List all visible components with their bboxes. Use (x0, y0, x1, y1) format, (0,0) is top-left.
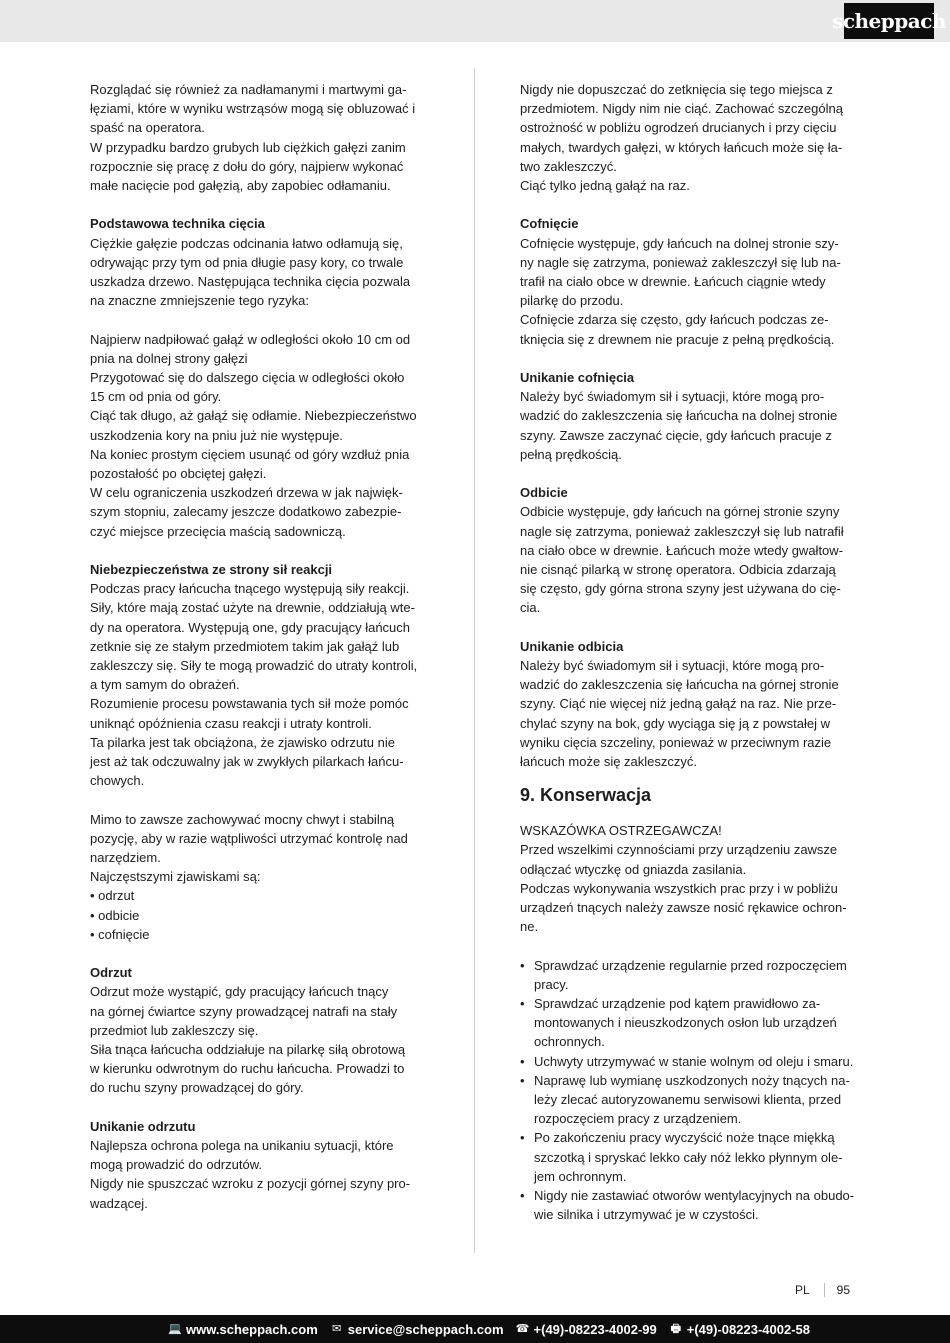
text-line: nie cisnąć pilarką w stronę operatora. Odbicia zdarzają (520, 562, 836, 578)
text-line: Rozglądać się również za nadłamanymi i martwymi ga- (90, 82, 407, 97)
text-line: ny nagle się zatrzyma, ponieważ zakleszczył się lub na- (520, 254, 841, 270)
text-line: odłączać wtyczkę od gniazda zasilania. (520, 861, 747, 877)
text-line: Rozumienie procesu powstawania tych sił może pomóc (90, 696, 409, 712)
right-column (520, 80, 860, 1225)
text-line: two zakleszczyć. (520, 158, 617, 174)
text-line: Przygotować się do dalszego cięcia w odległości około (90, 370, 405, 386)
text-line: wadzącej. (90, 1195, 148, 1211)
text-line: szym stopniu, zalecamy jeszcze dodatkowo zabezpie- (90, 504, 402, 520)
list-item (520, 1186, 860, 1224)
text-line: Odrzut może wystąpić, gdy pracujący łańcuch tnący (90, 984, 389, 1000)
text-line: przedmiot lub zakleszczy się. (90, 1022, 259, 1038)
text-line: Na koniec prostym cięciem usunąć od góry wzdłuż pnia (90, 446, 410, 462)
text-line: rozpocznie się pracę z dołu do góry, najpierw wykonać (90, 158, 404, 174)
text-line: Cofnięcie zdarza się często, gdy łańcuch podczas ze- (520, 312, 829, 328)
reaction-forces-paragraph (90, 579, 430, 790)
left-column (90, 80, 430, 1213)
text-line: zakleszczy się. Siły te mogą prowadzić do utraty kontroli, (90, 658, 418, 674)
text-line: w kierunku odwrotnym do ruchu łańcucha. Prowadzi to (90, 1061, 405, 1077)
list-item (520, 1052, 860, 1071)
text-line: spaść na operatora. (90, 120, 205, 136)
mail-icon: ✉ (332, 1323, 342, 1335)
website-item[interactable] (168, 1322, 318, 1337)
text-line: • odrzut (90, 888, 135, 904)
page-number-block (795, 1283, 850, 1297)
text-line: przedmiotem. Nigdy nim nie ciąć. Zachować szczególną (520, 101, 843, 117)
text-line: pełną prędkością. (520, 446, 622, 462)
column-divider (474, 68, 475, 1253)
text-line: Najczęstszymi zjawiskami są: (90, 869, 261, 885)
text-line: ostrożność w pobliżu ogrodzeń drucianych i przy cięciu (520, 120, 837, 136)
section-heading-avoid-pushback: Unikanie odbicia (520, 638, 624, 654)
text-line: • Sprawdzać urządzenie regularnie przed rozpoczęciem (534, 957, 847, 973)
phone-number: +(49)-08223-4002-99 (533, 1321, 657, 1337)
text-line: ne. (520, 919, 539, 935)
phone-item (516, 1322, 657, 1337)
email-link[interactable]: service@scheppach.com (347, 1321, 504, 1337)
text-line: szczotką i spryskać lekko cały nóż lekko płynnym ole- (534, 1149, 843, 1165)
text-line: odrywając przy tym od pnia długie pasy kory, co trwale (90, 254, 404, 270)
text-line: wyniku cięcia szczeliny, ponieważ w przeciwnym razie (520, 734, 832, 750)
text-line: Siły, które mają zostać użyte na drewnie, oddziałują wte- (90, 600, 415, 616)
text-line: małe nacięcie pod gałęzią, aby zapobiec odłamaniu. (90, 178, 391, 194)
text-line: W celu ograniczenia uszkodzeń drzewa w jak najwięk- (90, 485, 403, 501)
text-line: małych, twardych gałęzi, w których łańcuch może się ła- (520, 139, 843, 155)
text-line: wie silnika i utrzymywać je w czystości. (534, 1207, 759, 1223)
text-line: Podczas pracy łańcucha tnącego występują siły reakcji. (90, 581, 410, 597)
section-title-maintenance: 9. Konserwacja (520, 785, 652, 806)
text-line: Ciąć tylko jedną gałąź na raz. (520, 178, 690, 194)
text-line: łęziami, które w wyniku wstrząsów mogą się obluzować i (90, 101, 416, 117)
text-line: • Po zakończeniu pracy wyczyścić noże tnące miękką (534, 1130, 835, 1146)
text-line: trafił na ciało obce w drewnie. Łańcuch ciągnie wtedy (520, 274, 826, 290)
intro-paragraph (90, 80, 430, 195)
text-line: Nigdy nie spuszczać wzroku z pozycji górnej szyny pro- (90, 1176, 411, 1192)
section-heading-pushback: Odbicie (520, 485, 568, 501)
text-line: Mimo to zawsze zachowywać mocny chwyt i stabilną (90, 811, 395, 827)
basic-cutting-paragraph (90, 234, 430, 311)
fax-item (669, 1322, 810, 1337)
language-code: PL (795, 1283, 825, 1297)
text-line: jest aż tak odczuwalny jak w zwykłych pilarkach łańcu- (90, 754, 404, 770)
text-line: łańcuch może się zakleszczyć. (520, 754, 698, 770)
text-line: pozostałość po obciętej gałęzi. (90, 466, 267, 482)
text-line: Nigdy nie dopuszczać do zetknięcia się tego miejsca z (520, 82, 833, 97)
text-line: a tym samym do obrażeń. (90, 677, 240, 693)
text-line: Siła tnąca łańcucha oddziałuje na pilarkę siłą obrotową (90, 1042, 406, 1058)
text-line: Podczas wykonywania wszystkich prac przy i w pobliżu (520, 880, 838, 896)
page-number: 95 (836, 1283, 850, 1297)
text-line: urządzeń tnących należy zawsze nosić rękawice ochron- (520, 900, 847, 916)
text-line: W przypadku bardzo grubych lub ciężkich gałęzi zanim (90, 139, 406, 155)
phone-icon: ☎ (515, 1323, 530, 1335)
text-line: pnia na dolnej strony gałęzi (90, 350, 248, 366)
fax-icon: 🖶 (670, 1323, 681, 1335)
text-line: uszkadza drzewo. Następująca technika cięcia pozwala (90, 274, 411, 290)
text-line: pozycję, aby w razie wątpliwości utrzymać kontrolę nad (90, 830, 408, 846)
phenomena-list (90, 886, 430, 944)
reaction-forces-grip-paragraph (90, 810, 430, 887)
text-line: • odbicie (90, 907, 140, 923)
text-line: Najpierw nadpiłować gałąź w odległości około 10 cm od (90, 331, 411, 347)
text-line: Należy być świadomym sił i sytuacji, które mogą pro- (520, 658, 825, 674)
section-heading-avoid-pullback: Unikanie cofnięcia (520, 370, 635, 386)
text-line: pilarkę do przodu. (520, 293, 624, 309)
text-line: narzędziem. (90, 850, 161, 866)
text-line: leży zlecać autoryzowanemu serwisowi klienta, przed (534, 1092, 842, 1108)
list-item (520, 956, 860, 994)
text-line: rozpoczęciem pracy z urządzeniem. (534, 1111, 742, 1127)
text-line: uszkodzenia kory na pniu już nie występuje. (90, 427, 343, 443)
text-line: Ciąć tak długo, aż gałąź się odłamie. Niebezpieczeństwo (90, 408, 417, 424)
pullback-paragraph (520, 234, 860, 349)
pushback-paragraph (520, 502, 860, 617)
section-heading-pullback: Cofnięcie (520, 216, 579, 232)
text-line: • Uchwyty utrzymywać w stanie wolnym od oleju i smaru. (534, 1053, 854, 1069)
text-line: dy na operatora. Występują one, gdy pracujący łańcuch (90, 619, 411, 635)
text-line: tknięcia się z drewnem nie pracuje z pełną prędkością. (520, 331, 835, 347)
text-line: na górnej ćwiartce szyny prowadzącej natrafi na stały (90, 1003, 398, 1019)
text-line: się często, gdy górna strona szyny jest używana do cię- (520, 581, 841, 597)
avoid-pullback-paragraph (520, 387, 860, 464)
text-line: • cofnięcie (90, 926, 150, 942)
maintenance-list (520, 956, 860, 1225)
text-line: Ciężkie gałęzie podczas odcinania łatwo odłamują się, (90, 235, 403, 251)
monitor-icon: 💻 (168, 1323, 182, 1335)
text-line: ochronnych. (534, 1034, 605, 1050)
avoid-pushback-paragraph (520, 656, 860, 771)
basic-cutting-steps (90, 330, 430, 541)
avoid-kickback-paragraph (90, 1136, 430, 1213)
website-link[interactable]: www.scheppach.com (186, 1321, 318, 1337)
text-line: czyć miejsce przecięcia maścią sadowniczą. (90, 523, 346, 539)
intro-paragraph-right (520, 80, 860, 195)
section-heading-avoid-kickback: Unikanie odrzutu (90, 1118, 196, 1134)
text-line: do ruchu szyny prowadzącej do góry. (90, 1080, 304, 1096)
kickback-paragraph (90, 982, 430, 1097)
text-line: Przed wszelkimi czynnościami przy urządzeniu zawsze (520, 842, 838, 858)
text-line: • Nigdy nie zastawiać otworów wentylacyjnych na obudo- (534, 1188, 855, 1204)
text-line: wadzić do zakleszczenia się łańcucha na górnej stronie (520, 677, 839, 693)
text-line: szyny. Ciąć nie więcej niż jedną gałąź na raz. Nie prze- (520, 696, 837, 712)
text-line: Ta pilarka jest tak obciążona, że zjawisko odrzutu nie (90, 734, 395, 750)
text-line: montowanych i nieuszkodzonych osłon lub urządzeń (534, 1015, 837, 1031)
header-bar (0, 0, 950, 42)
text-line: wadzić do zakleszczenia się łańcucha na dolnej stronie (520, 408, 838, 424)
list-item (520, 994, 860, 1052)
section-heading-basic-cutting: Podstawowa technika cięcia (90, 216, 265, 232)
section-heading-reaction-forces: Niebezpieczeństwa ze strony sił reakcji (90, 562, 333, 578)
brand-logo: scheppach (844, 3, 934, 39)
text-line: nagle się zatrzyma, ponieważ zakleszczył się lub natrafił (520, 523, 844, 539)
text-line: • Sprawdzać urządzenie pod kątem prawidłowo za- (534, 996, 821, 1012)
text-line: chylać szyny na bok, gdy wyciąga się ją z powstałej w (520, 715, 830, 731)
text-line: na ciało obce w drewnie. Łańcuch może wtedy gwałtow- (520, 542, 844, 558)
text-line: mogą prowadzić do odrzutów. (90, 1157, 262, 1173)
text-line: Odbicie występuje, gdy łańcuch na górnej stronie szyny (520, 504, 840, 520)
text-line: jem ochronnym. (534, 1168, 627, 1184)
list-item (520, 1128, 860, 1186)
email-item[interactable] (330, 1322, 504, 1337)
maintenance-warning (520, 821, 860, 936)
text-line: chowych. (90, 773, 145, 789)
text-line: Należy być świadomym sił i sytuacji, które mogą pro- (520, 389, 825, 405)
text-line: cia. (520, 600, 541, 616)
text-line: szyny. Zawsze zaczynać cięcie, gdy łańcuch pracuje z (520, 427, 832, 443)
text-line: pracy. (534, 976, 569, 992)
text-line: 15 cm od pnia od góry. (90, 389, 222, 405)
text-line: WSKAZÓWKA OSTRZEGAWCZA! (520, 823, 722, 839)
text-line: Cofnięcie występuje, gdy łańcuch na dolnej stronie szy- (520, 235, 839, 251)
contact-footer (0, 1315, 950, 1343)
text-line: Najlepsza ochrona polega na unikaniu sytuacji, które (90, 1138, 394, 1154)
text-line: na znaczne zmniejszenie tego ryzyka: (90, 293, 309, 309)
fax-number: +(49)-08223-4002-58 (686, 1321, 810, 1337)
section-heading-kickback: Odrzut (90, 965, 132, 981)
text-line: zetknie się ze stałym przedmiotem takim jak gałąź lub (90, 638, 400, 654)
list-item (520, 1071, 860, 1129)
text-line: uniknąć opóźnienia czasu reakcji i utraty kontroli. (90, 715, 372, 731)
text-line: • Naprawę lub wymianę uszkodzonych noży tnących na- (534, 1072, 850, 1088)
